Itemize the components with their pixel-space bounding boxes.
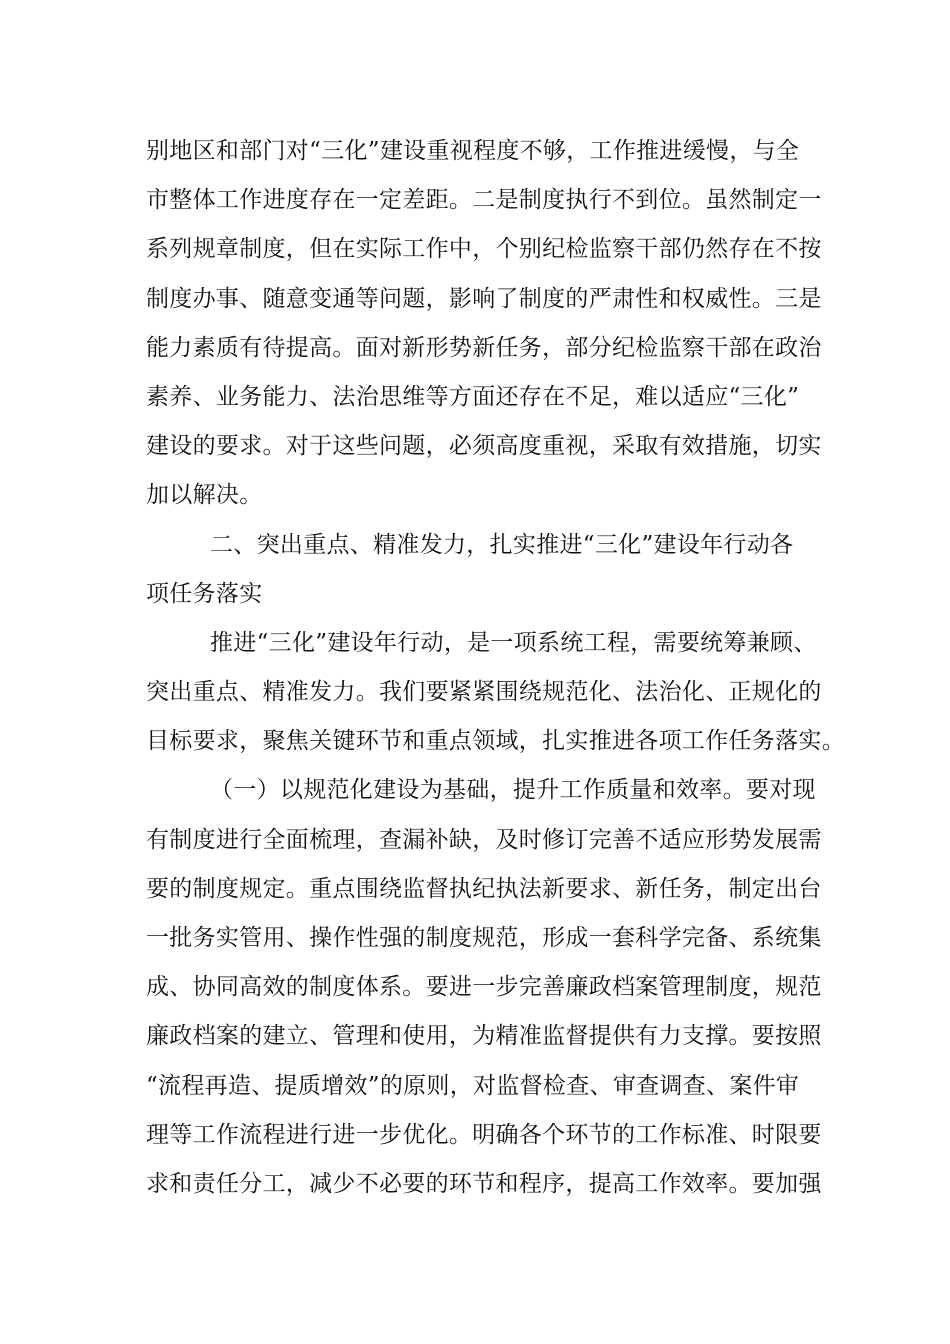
section-heading-line: 项任务落实 [146,580,263,607]
text-line: 能力素质有待提高。面对新形势新任务，部分纪检监察干部在政治 [146,334,822,361]
text-line: 目标要求，聚焦关键环节和重点领域，扎实推进各项工作任务落实。 [146,728,845,755]
body-text [146,127,845,1209]
section-heading-line: 二、突出重点、精准发力，扎实推进“三化”建设年行动各 [210,531,794,558]
text-line: 廉政档案的建立、管理和使用，为精准监督提供有力支撑。要按照 [146,1023,822,1050]
text-line: 别地区和部门对“三化”建设重视程度不够，工作推进缓慢，与全 [146,138,800,164]
text-line: 推进“三化”建设年行动，是一项系统工程，需要统筹兼顾、 [210,629,817,656]
subsection-line: （一）以规范化建设为基础，提升工作质量和效率。要对现 [210,777,816,804]
text-line: 市整体工作进度存在一定差距。二是制度执行不到位。虽然制定一 [146,187,822,214]
text-line: 求和责任分工，减少不必要的环节和程序，提高工作效率。要加强 [146,1170,822,1197]
text-line: 建设的要求。对于这些问题，必须高度重视，采取有效措施，切实 [146,433,822,460]
text-line: 理等工作流程进行进一步优化。明确各个环节的工作标准、时限要 [146,1121,822,1148]
text-line: 素养、业务能力、法治思维等方面还存在不足，难以适应“三化” [146,383,800,410]
text-line: 突出重点、精准发力。我们要紧紧围绕规范化、法治化、正规化的 [146,679,822,706]
text-line: 成、协同高效的制度体系。要进一步完善廉政档案管理制度，规范 [146,974,822,1001]
text-line: 加以解决。 [146,482,263,509]
text-line: 一批务实管用、操作性强的制度规范，形成一套科学完备、系统集 [146,925,822,951]
text-line: 要的制度规定。重点围绕监督执纪执法新要求、新任务，制定出台 [146,875,822,902]
text-line: “流程再造、提质增效”的原则，对监督检查、审查调查、案件审 [146,1072,800,1099]
text-line: 系列规章制度，但在实际工作中，个别纪检监察干部仍然存在不按 [146,236,822,263]
text-line: 有制度进行全面梳理，查漏补缺，及时修订完善不适应形势发展需 [146,826,822,853]
text-line: 制度办事、随意变通等问题，影响了制度的严肃性和权威性。三是 [146,285,822,312]
